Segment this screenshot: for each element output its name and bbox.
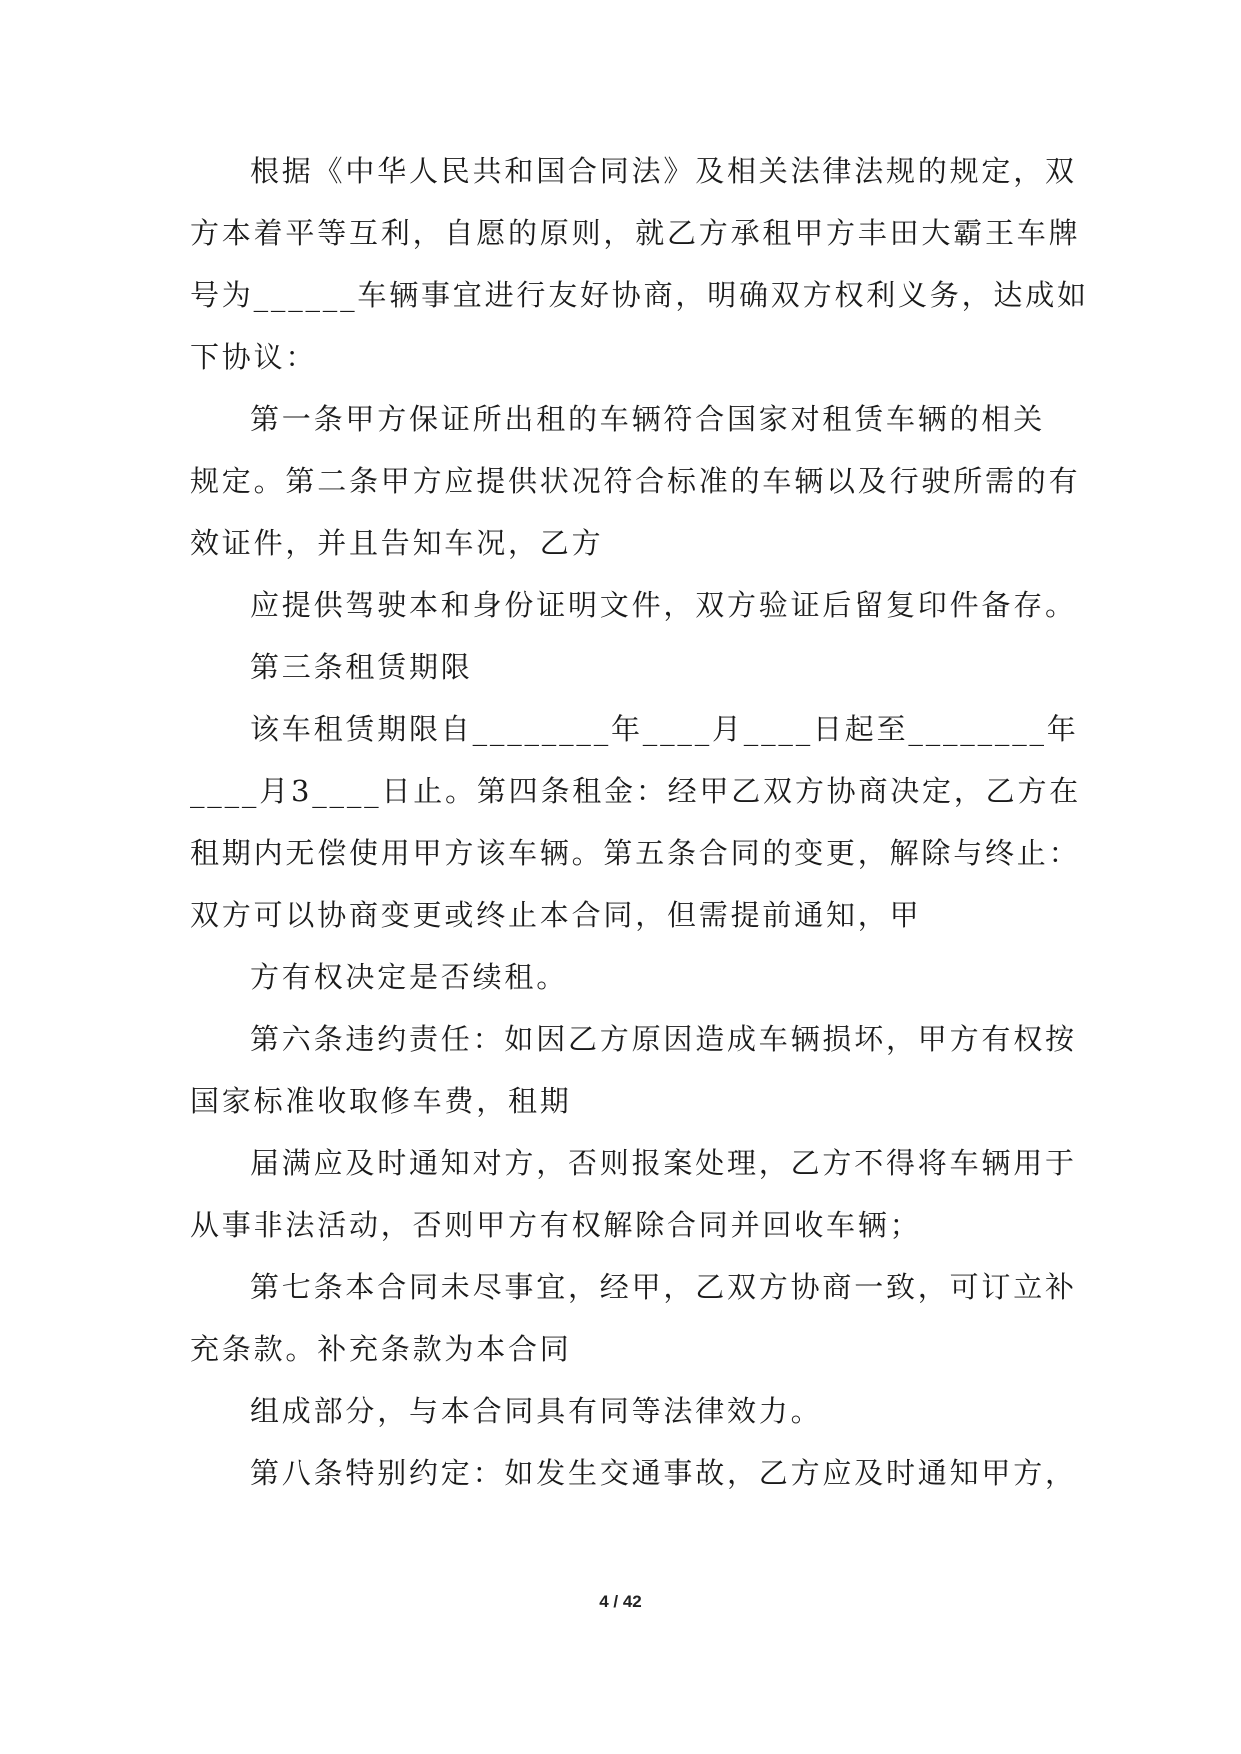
paragraph [190, 140, 1089, 388]
paragraph [190, 1132, 1077, 1256]
text-line: 号为______车辆事宜进行友好协商，明确双方权利义务，达成如 [190, 278, 1089, 312]
text-line: 该车租赁期限自________年____月____日起至________年 [250, 712, 1079, 746]
paragraph [190, 388, 1081, 574]
paragraph [190, 1256, 1077, 1380]
text-line: 根据《中华人民共和国合同法》及相关法律法规的规定，双 [250, 154, 1077, 188]
text-line: 下协议： [190, 340, 318, 374]
text-line: 组成部分，与本合同具有同等法律效力。 [250, 1394, 823, 1428]
paragraph [190, 1380, 1070, 1442]
paragraph [190, 636, 1070, 698]
paragraph [190, 1442, 1077, 1504]
text-line: 效证件，并且告知车况，乙方 [190, 526, 604, 560]
page-number: 4 / 42 [599, 1592, 642, 1611]
paragraph [190, 698, 1082, 946]
text-line: 国家标准收取修车费，租期 [190, 1084, 572, 1118]
text-line: 双方可以协商变更或终止本合同，但需提前通知，甲 [190, 898, 922, 932]
text-line: 第七条本合同未尽事宜，经甲，乙双方协商一致，可订立补 [250, 1270, 1077, 1304]
text-line: ____月3____日止。第四条租金：经甲乙双方协商决定，乙方在 [190, 774, 1082, 808]
text-line: 方本着平等互利，自愿的原则，就乙方承租甲方丰田大霸王车牌 [190, 216, 1081, 250]
paragraph [190, 946, 1070, 1008]
document-body [190, 140, 1089, 1504]
text-line: 第八条特别约定：如发生交通事故，乙方应及时通知甲方， [250, 1456, 1077, 1490]
paragraph [190, 1008, 1077, 1132]
text-line: 方有权决定是否续租。 [250, 960, 569, 994]
text-line: 第三条租赁期限 [250, 650, 473, 684]
text-line: 应提供驾驶本和身份证明文件，双方验证后留复印件备存。 [250, 588, 1077, 622]
text-line: 届满应及时通知对方，否则报案处理，乙方不得将车辆用于 [250, 1146, 1077, 1180]
text-line: 第一条甲方保证所出租的车辆符合国家对租赁车辆的相关 [250, 402, 1046, 436]
text-line: 租期内无偿使用甲方该车辆。第五条合同的变更，解除与终止： [190, 836, 1081, 870]
text-line: 第六条违约责任：如因乙方原因造成车辆损坏，甲方有权按 [250, 1022, 1077, 1056]
text-line: 充条款。补充条款为本合同 [190, 1332, 572, 1366]
text-line: 从事非法活动，否则甲方有权解除合同并回收车辆； [190, 1208, 922, 1242]
text-line: 规定。第二条甲方应提供状况符合标准的车辆以及行驶所需的有 [190, 464, 1081, 498]
paragraph [190, 574, 1077, 636]
